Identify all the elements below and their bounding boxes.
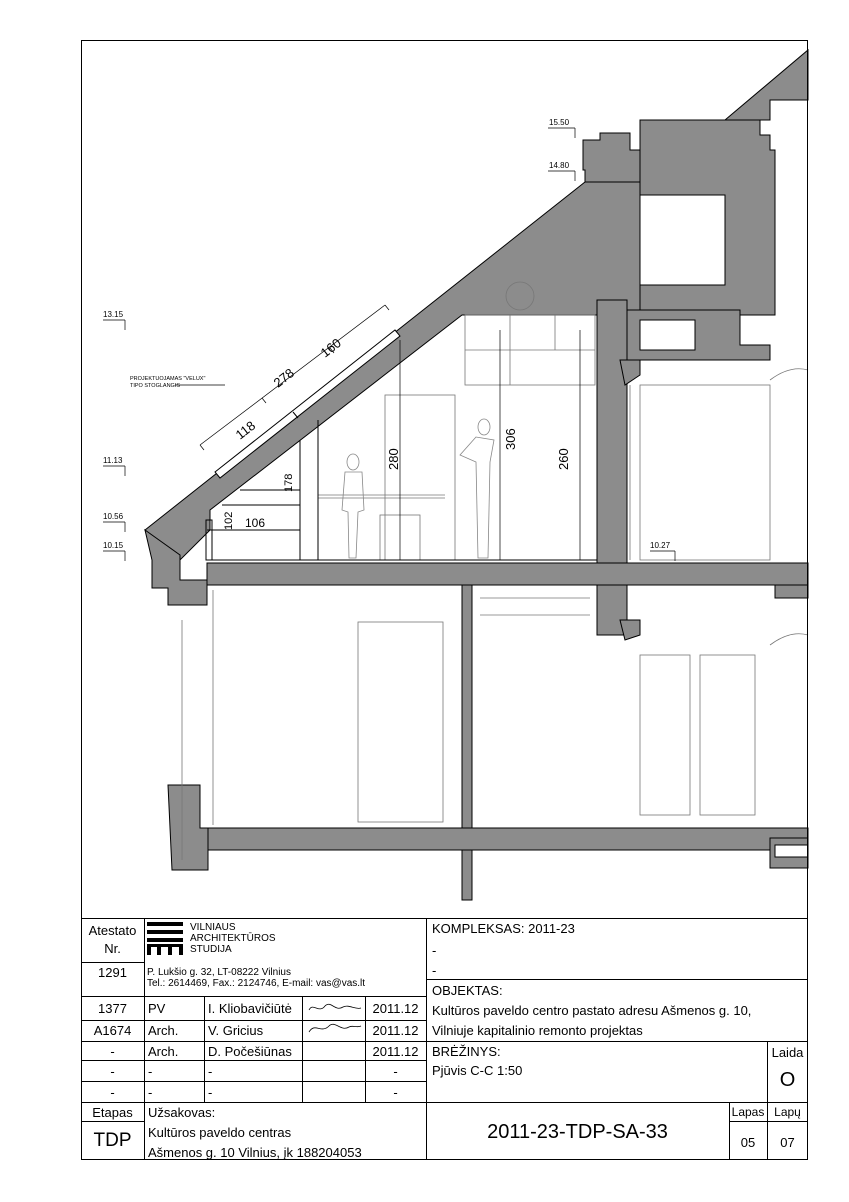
- dim-178: 178: [283, 473, 295, 492]
- studio-contacts: Tel.: 2614469, Fax.: 2124746, E-mail: vas@vas.lt: [147, 978, 366, 989]
- staff-name: D. Počešiūnas: [208, 1044, 292, 1059]
- objektas-label: OBJEKTAS:: [432, 983, 503, 998]
- dim-118: 118: [232, 417, 259, 443]
- lapas-value: 05: [740, 1135, 756, 1150]
- uzsakovas-line-2: Ašmenos g. 10 Vilnius, įk 188204053: [148, 1145, 362, 1160]
- level-10-15: 10.15: [103, 541, 124, 550]
- dim-306: 306: [503, 428, 518, 450]
- staff-name: I. Kliobavičiūtė: [208, 1001, 292, 1016]
- atestato-nr-label: Nr.: [104, 941, 121, 956]
- level-13-15: 13.15: [103, 310, 124, 319]
- breziniys-label: BRĖŽINYS:: [432, 1044, 501, 1059]
- level-14-80: 14.80: [549, 161, 570, 170]
- dim-160: 160: [317, 335, 344, 361]
- atestato-no: 1291: [98, 965, 127, 980]
- velux-note-1: PROJEKTUOJAMAS "VELUX": [130, 376, 206, 382]
- level-10-27: 10.27: [650, 541, 671, 550]
- staff-date: -: [393, 1085, 398, 1100]
- staff-no: -: [110, 1044, 115, 1059]
- dim-106: 106: [245, 516, 266, 530]
- dim-280: 280: [386, 448, 401, 470]
- studio-name-3: STUDIJA: [190, 944, 232, 955]
- staff-date: 2011.12: [372, 1044, 419, 1059]
- etapas-value: TDP: [93, 1130, 132, 1151]
- staff-no: 1377: [98, 1001, 127, 1016]
- objektas-line-1: Kultūros paveldo centro pastato adresu Ašmenos g. 10,: [432, 1003, 752, 1018]
- staff-no: -: [110, 1064, 115, 1079]
- staff-role: -: [148, 1085, 153, 1100]
- uzsakovas-label: Užsakovas:: [148, 1105, 216, 1120]
- studio-name-1: VILNIAUS: [190, 922, 236, 933]
- atestato-label: Atestato: [88, 923, 137, 938]
- studio-address: P. Lukšio g. 32, LT-08222 Vilnius: [147, 967, 291, 978]
- laida-value: O: [779, 1069, 796, 1091]
- etapas-label: Etapas: [92, 1105, 133, 1120]
- staff-role: -: [148, 1064, 153, 1079]
- staff-name: V. Gricius: [208, 1023, 264, 1038]
- level-15-50: 15.50: [549, 118, 570, 127]
- kompleksas-dash-1: -: [432, 943, 437, 958]
- dim-278: 278: [270, 365, 297, 391]
- level-10-56: 10.56: [103, 512, 124, 521]
- dim-102: 102: [223, 511, 235, 530]
- signatures: [305, 998, 363, 1038]
- staff-date: -: [393, 1064, 398, 1079]
- drawing-code: 2011-23-TDP-SA-33: [487, 1121, 668, 1143]
- staff-name: -: [208, 1064, 213, 1079]
- level-11-13: 11.13: [103, 456, 123, 465]
- uzsakovas-line-1: Kultūros paveldo centras: [148, 1125, 292, 1140]
- staff-name: -: [208, 1085, 213, 1100]
- dim-260: 260: [556, 448, 571, 470]
- studio-name-2: ARCHITEKTŪROS: [190, 933, 276, 944]
- breziniys-value: Pjūvis C-C 1:50: [432, 1063, 523, 1078]
- staff-role: Arch.: [148, 1023, 179, 1038]
- objektas-line-2: Vilniuje kapitalinio remonto projektas: [432, 1023, 643, 1038]
- lapas-label: Lapas: [731, 1105, 765, 1119]
- lapu-value: 07: [780, 1135, 795, 1150]
- studio-logo-icon: [147, 920, 185, 956]
- staff-role: PV: [148, 1001, 166, 1016]
- kompleksas: KOMPLEKSAS: 2011-23: [432, 921, 575, 936]
- staff-no: -: [110, 1085, 115, 1100]
- kompleksas-dash-2: -: [432, 963, 437, 978]
- staff-date: 2011.12: [372, 1001, 419, 1016]
- staff-role: Arch.: [148, 1044, 179, 1059]
- staff-date: 2011.12: [372, 1023, 419, 1038]
- velux-note-2: TIPO STOGLANGIS: [130, 383, 181, 389]
- laida-label: Laida: [771, 1045, 804, 1060]
- lapu-label: Lapų: [774, 1105, 801, 1119]
- staff-no: A1674: [93, 1023, 132, 1038]
